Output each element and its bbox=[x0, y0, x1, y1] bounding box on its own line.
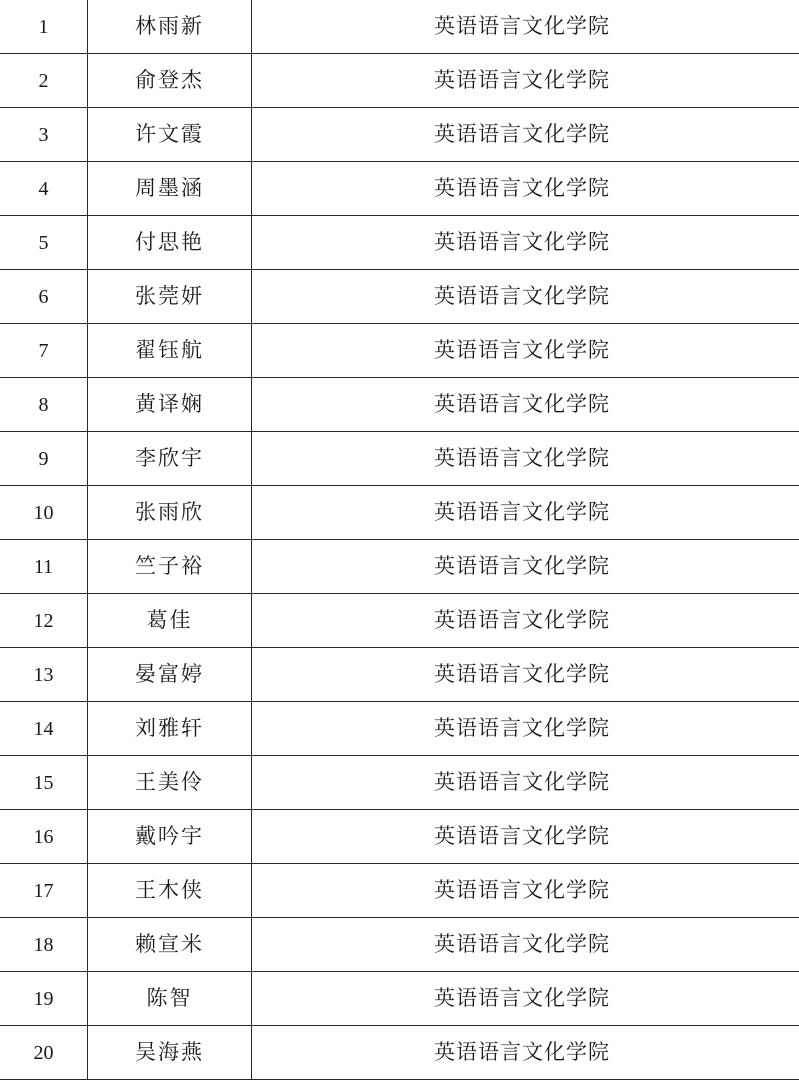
student-name-cell: 晏富婷 bbox=[88, 648, 252, 702]
row-number-cell: 13 bbox=[0, 648, 88, 702]
school-name-cell: 英语语言文化学院 bbox=[252, 324, 799, 378]
student-name-cell: 王木侠 bbox=[88, 864, 252, 918]
row-number-cell: 8 bbox=[0, 378, 88, 432]
school-name-cell: 英语语言文化学院 bbox=[252, 810, 799, 864]
school-name-cell: 英语语言文化学院 bbox=[252, 216, 799, 270]
student-name-cell: 刘雅轩 bbox=[88, 702, 252, 756]
student-name-cell: 黄译娴 bbox=[88, 378, 252, 432]
school-name-cell: 英语语言文化学院 bbox=[252, 486, 799, 540]
table-row bbox=[0, 108, 799, 162]
student-name-cell: 付思艳 bbox=[88, 216, 252, 270]
table-row bbox=[0, 810, 799, 864]
row-number-cell: 16 bbox=[0, 810, 88, 864]
school-name-cell: 英语语言文化学院 bbox=[252, 108, 799, 162]
row-number-cell: 15 bbox=[0, 756, 88, 810]
row-number-cell: 3 bbox=[0, 108, 88, 162]
school-name-cell: 英语语言文化学院 bbox=[252, 378, 799, 432]
school-name-cell: 英语语言文化学院 bbox=[252, 54, 799, 108]
row-number-cell: 14 bbox=[0, 702, 88, 756]
row-number-cell: 5 bbox=[0, 216, 88, 270]
school-name-cell: 英语语言文化学院 bbox=[252, 918, 799, 972]
student-name-cell: 葛佳 bbox=[88, 594, 252, 648]
table-row bbox=[0, 54, 799, 108]
table-row bbox=[0, 486, 799, 540]
table-row bbox=[0, 0, 799, 54]
row-number-cell: 17 bbox=[0, 864, 88, 918]
row-number-cell: 6 bbox=[0, 270, 88, 324]
table-row bbox=[0, 270, 799, 324]
student-name-cell: 王美伶 bbox=[88, 756, 252, 810]
school-name-cell: 英语语言文化学院 bbox=[252, 756, 799, 810]
school-name-cell: 英语语言文化学院 bbox=[252, 162, 799, 216]
student-name-cell: 林雨新 bbox=[88, 0, 252, 54]
school-name-cell: 英语语言文化学院 bbox=[252, 972, 799, 1026]
table-row bbox=[0, 972, 799, 1026]
student-name-cell: 张莞妍 bbox=[88, 270, 252, 324]
school-name-cell: 英语语言文化学院 bbox=[252, 270, 799, 324]
row-number-cell: 4 bbox=[0, 162, 88, 216]
row-number-cell: 9 bbox=[0, 432, 88, 486]
student-name-cell: 吴海燕 bbox=[88, 1026, 252, 1080]
table-row bbox=[0, 1026, 799, 1080]
student-name-cell: 陈智 bbox=[88, 972, 252, 1026]
school-name-cell: 英语语言文化学院 bbox=[252, 432, 799, 486]
table-row bbox=[0, 432, 799, 486]
student-name-cell: 张雨欣 bbox=[88, 486, 252, 540]
table-row bbox=[0, 594, 799, 648]
school-name-cell: 英语语言文化学院 bbox=[252, 1026, 799, 1080]
school-name-cell: 英语语言文化学院 bbox=[252, 0, 799, 54]
table-row bbox=[0, 864, 799, 918]
table-row bbox=[0, 162, 799, 216]
student-name-cell: 许文霞 bbox=[88, 108, 252, 162]
table-row bbox=[0, 648, 799, 702]
row-number-cell: 19 bbox=[0, 972, 88, 1026]
school-name-cell: 英语语言文化学院 bbox=[252, 864, 799, 918]
student-name-cell: 赖宣米 bbox=[88, 918, 252, 972]
student-name-cell: 俞登杰 bbox=[88, 54, 252, 108]
school-name-cell: 英语语言文化学院 bbox=[252, 648, 799, 702]
row-number-cell: 7 bbox=[0, 324, 88, 378]
table-row bbox=[0, 702, 799, 756]
school-name-cell: 英语语言文化学院 bbox=[252, 540, 799, 594]
row-number-cell: 20 bbox=[0, 1026, 88, 1080]
table-row bbox=[0, 756, 799, 810]
row-number-cell: 2 bbox=[0, 54, 88, 108]
table-row bbox=[0, 324, 799, 378]
table-row bbox=[0, 540, 799, 594]
row-number-cell: 11 bbox=[0, 540, 88, 594]
student-name-cell: 李欣宇 bbox=[88, 432, 252, 486]
student-name-cell: 周墨涵 bbox=[88, 162, 252, 216]
table-row bbox=[0, 216, 799, 270]
student-name-cell: 翟钰航 bbox=[88, 324, 252, 378]
row-number-cell: 10 bbox=[0, 486, 88, 540]
table-row bbox=[0, 918, 799, 972]
row-number-cell: 18 bbox=[0, 918, 88, 972]
school-name-cell: 英语语言文化学院 bbox=[252, 594, 799, 648]
table-row bbox=[0, 378, 799, 432]
row-number-cell: 12 bbox=[0, 594, 88, 648]
student-name-cell: 戴吟宇 bbox=[88, 810, 252, 864]
row-number-cell: 1 bbox=[0, 0, 88, 54]
student-name-cell: 竺子裕 bbox=[88, 540, 252, 594]
school-name-cell: 英语语言文化学院 bbox=[252, 702, 799, 756]
